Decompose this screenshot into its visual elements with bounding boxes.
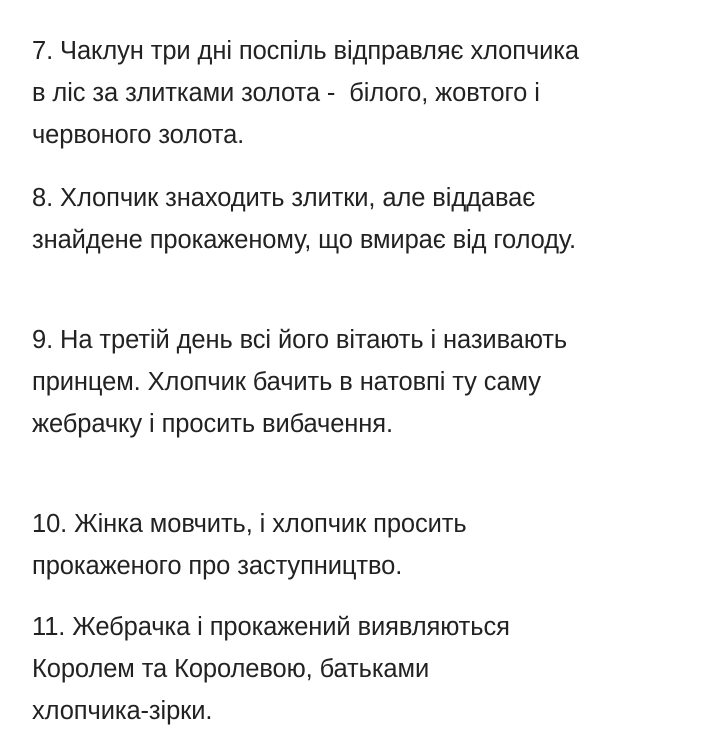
text-line: 7. Чаклун три дні поспіль відправляє хлопчика: [32, 37, 579, 65]
text-line: 8. Хлопчик знаходить злитки, але віддаває: [32, 184, 536, 212]
text-line: жебрачку і просить вибачення.: [32, 410, 393, 438]
paragraph-item-10: [32, 503, 702, 587]
text-line: 10. Жінка мовчить, і хлопчик просить: [32, 510, 467, 538]
text-line: хлопчика-зірки.: [32, 697, 213, 725]
text-line: 9. На третій день всі його вітають і називають: [32, 326, 568, 354]
text-line: 11. Жебрачка і прокажений виявляються: [32, 613, 510, 641]
text-line: принцем. Хлопчик бачить в натовпі ту саму: [32, 368, 541, 396]
paragraph-item-9: [32, 319, 702, 445]
text-line: знайдене прокаженому, що вмирає від голоду.: [32, 226, 577, 254]
text-line: прокаженого про заступництво.: [32, 552, 403, 580]
paragraph-item-7: [32, 30, 702, 156]
text-line: червоного золота.: [32, 121, 245, 149]
paragraph-item-11: [32, 606, 702, 732]
text-line: Королем та Королевою, батьками: [32, 655, 430, 683]
text-line: в ліс за злитками золота - білого, жовтого і: [32, 79, 540, 107]
paragraph-item-8: [32, 177, 702, 261]
